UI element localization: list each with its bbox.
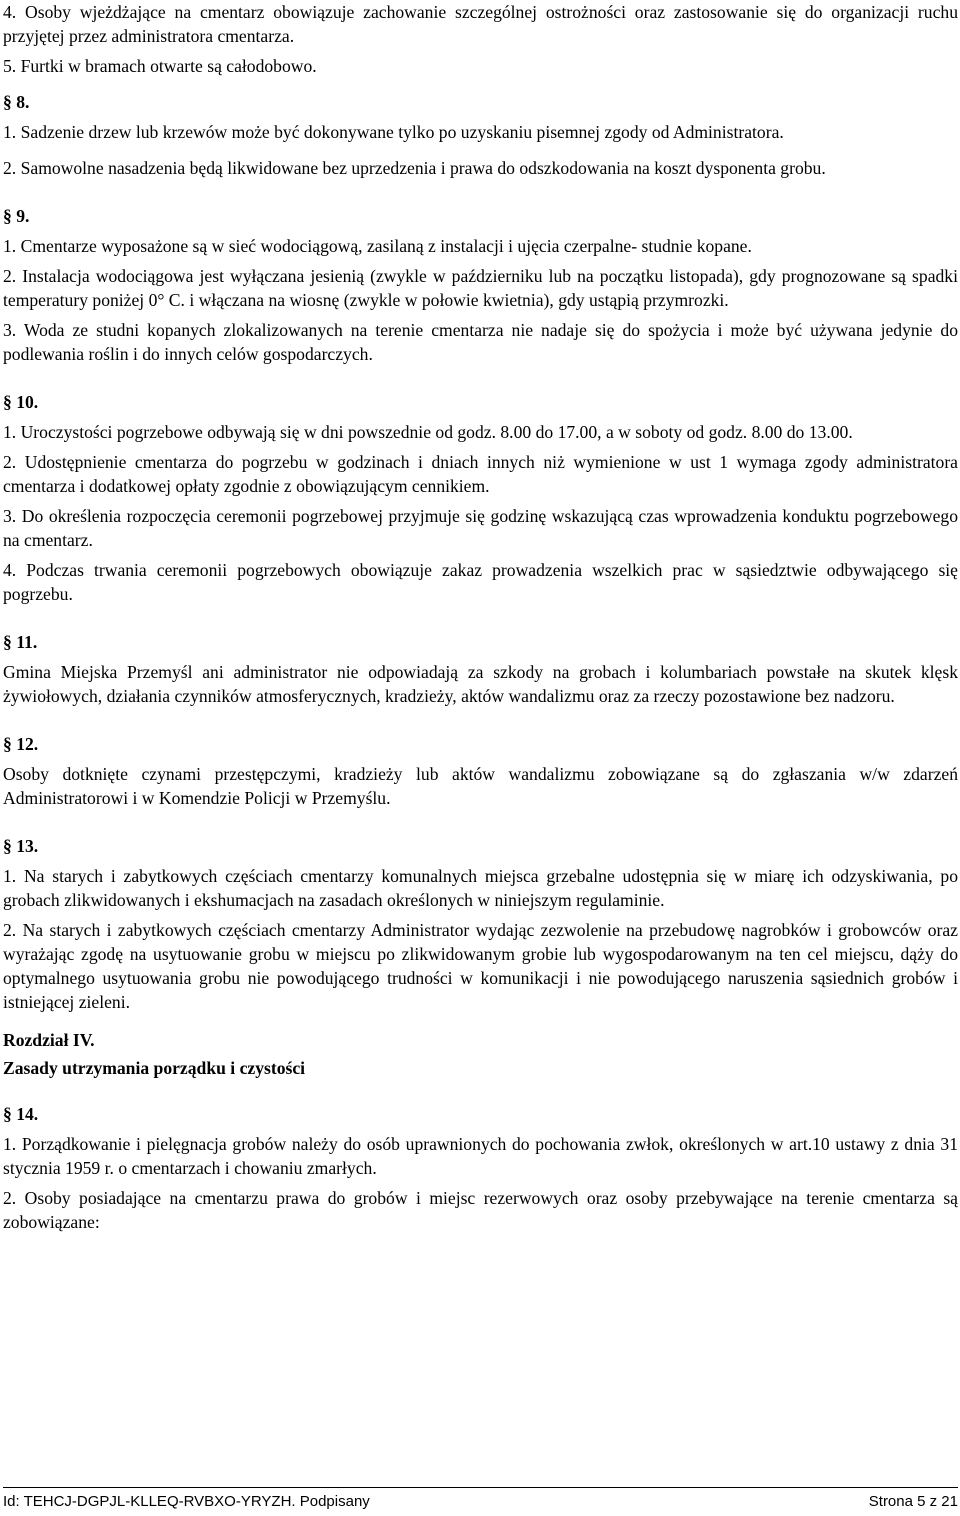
section-heading: § 9. bbox=[3, 206, 30, 226]
paragraph: 2. Osoby posiadające na cmentarzu prawa do grobów i miejsc rezerwowych oraz osoby przebywające na terenie cmentarza są zobowiązane: bbox=[3, 1188, 958, 1232]
paragraph: Osoby dotknięte czynami przestępczymi, kradzieży lub aktów wandalizmu zobowiązane są do zgłaszania w/w zdarzeń Administratorowi i w Komendzie Policji w Przemyślu. bbox=[3, 764, 958, 808]
document-page bbox=[3, 0, 958, 1234]
chapter-title: Zasady utrzymania porządku i czystości bbox=[3, 1058, 306, 1078]
paragraph: 1. Na starych i zabytkowych częściach cmentarzy komunalnych miejsca grzebalne udostępnia się w miarę ich odzyskiwania, po grobach zlikwidowanych i ekshumacjach na zasadach określonych w niniejszym regulaminie. bbox=[3, 866, 958, 910]
section-heading: § 10. bbox=[3, 392, 39, 412]
paragraph: 2. Udostępnienie cmentarza do pogrzebu w godzinach i dniach innych niż wymienione w ust 1 wymaga zgody administratora cmentarza i dodatkowej opłaty zgodnie z obowiązującym cennikiem. bbox=[3, 452, 958, 496]
paragraph: 2. Instalacja wodociągowa jest wyłączana jesienią (zwykle w październiku lub na początku listopada), gdy prognozowane są spadki temperatury poniżej 0° C. i włączana na wiosnę (zwykle w połowie kwietnia), gdy ustąpią przymrozki. bbox=[3, 266, 958, 310]
chapter-heading: Rozdział IV. bbox=[3, 1030, 95, 1050]
paragraph: 4. Podczas trwania ceremonii pogrzebowych obowiązuje zakaz prowadzenia wszelkich prac w sąsiedztwie odbywającego się pogrzebu. bbox=[3, 560, 958, 604]
page-number: Strona 5 z 21 bbox=[868, 1493, 958, 1510]
paragraph: 1. Uroczystości pogrzebowe odbywają się w dni powszednie od godz. 8.00 do 17.00, a w soboty od godz. 8.00 do 13.00. bbox=[3, 422, 853, 442]
section-heading: § 14. bbox=[3, 1104, 39, 1124]
section-heading: § 12. bbox=[3, 734, 39, 754]
document-id: Id: TEHCJ-DGPJL-KLLEQ-RVBXO-YRYZH. Podpisany bbox=[3, 1493, 370, 1510]
section-heading: § 11. bbox=[3, 632, 38, 652]
section-heading: § 8. bbox=[3, 92, 30, 112]
paragraph: 1. Cmentarze wyposażone są w sieć wodociągową, zasilaną z instalacji i ujęcia czerpalne- studnie kopane. bbox=[3, 236, 752, 256]
paragraph: 4. Osoby wjeżdżające na cmentarz obowiązuje zachowanie szczególnej ostrożności oraz zastosowanie się do organizacji ruchu przyjętej przez administratora cmentarza. bbox=[3, 2, 958, 46]
paragraph: 2. Samowolne nasadzenia będą likwidowane bez uprzedzenia i prawa do odszkodowania na koszt dysponenta grobu. bbox=[3, 158, 826, 178]
paragraph: 5. Furtki w bramach otwarte są całodobowo. bbox=[3, 56, 317, 76]
page-footer bbox=[3, 1487, 958, 1512]
paragraph: 3. Woda ze studni kopanych zlokalizowanych na terenie cmentarza nie nadaje się do spożycia i może być używana jedynie do podlewania roślin i do innych celów gospodarczych. bbox=[3, 320, 958, 364]
paragraph: 1. Porządkowanie i pielęgnacja grobów należy do osób uprawnionych do pochowania zwłok, określonych w art.10 ustawy z dnia 31 stycznia 1959 r. o cmentarzach i chowaniu zmarłych. bbox=[3, 1134, 958, 1178]
paragraph: 1. Sadzenie drzew lub krzewów może być dokonywane tylko po uzyskaniu pisemnej zgody od Administratora. bbox=[3, 122, 784, 142]
section-heading: § 13. bbox=[3, 836, 39, 856]
paragraph: Gmina Miejska Przemyśl ani administrator nie odpowiadają za szkody na grobach i kolumbariach powstałe na skutek klęsk żywiołowych, działania czynników atmosferycznych, kradzieży, aktów wandalizmu oraz za rzeczy pozostawione bez nadzoru. bbox=[3, 662, 958, 706]
paragraph: 3. Do określenia rozpoczęcia ceremonii pogrzebowej przyjmuje się godzinę wskazującą czas wprowadzenia konduktu pogrzebowego na cmentarz. bbox=[3, 506, 958, 550]
paragraph: 2. Na starych i zabytkowych częściach cmentarzy Administrator wydając zezwolenie na przebudowę nagrobków i grobowców oraz wyrażając zgodę na usytuowanie grobu w miejscu po zlikwidowanym grobie lub wygospodarowanym na ten cel miejscu, dąży do optymalnego usytuowania grobu nie powodującego trudności w komunikacji i nie powodującego naruszenia sąsiednich grobów i istniejącej zieleni. bbox=[3, 920, 958, 1012]
